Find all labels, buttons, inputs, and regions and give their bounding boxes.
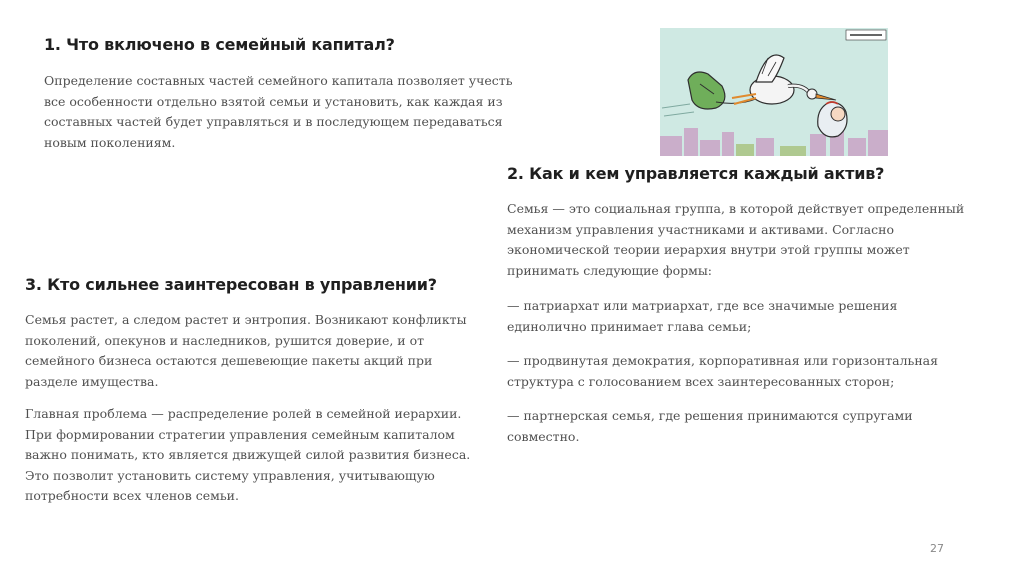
section3-paragraph: Семья растет, а следом растет и энтропия. Возникают конфликты поколений, опекунов и наследников, рушится доверие, и от семейного бизнеса остаются дешевеющие пакеты акций при разделе имущества. bbox=[25, 312, 467, 389]
section2-item: — продвинутая демократия, корпоративная или горизонтальная структура с голосованием всех заинтересованных сторон; bbox=[507, 353, 939, 389]
section2-item: — партнерская семья, где решения принимаются супругами совместно. bbox=[507, 408, 913, 444]
stork-cartoon-icon bbox=[660, 28, 888, 156]
section2-heading: 2. Как и кем управляется каждый актив? bbox=[507, 164, 885, 183]
section3-heading: 3. Кто сильнее заинтересован в управлении? bbox=[25, 275, 437, 294]
section3-paragraph: Главная проблема — распределение ролей в семейной иерархии. При формировании стратегии управления семейным капиталом важно понимать, кто является движущей силой развития бизнеса. Это позволит установить систему управления, учитывающую потребности всех членов семьи. bbox=[25, 406, 471, 503]
section2-item: — патриархат или матриархат, где все значимые решения единолично принимает глава семьи; bbox=[507, 298, 898, 334]
section1-heading: 1. Что включено в семейный капитал? bbox=[44, 35, 395, 54]
page-number: 27 bbox=[930, 542, 944, 555]
section1-text: Определение составных частей семейного капитала позволяет учесть все особенности отдельно взятой семьи и установить, как каждая из составных частей будет управляться и в последующем передаваться новым поколениям. bbox=[44, 73, 513, 150]
section2-intro: Семья — это социальная группа, в которой действует определенный механизм управления участниками и активами. Согласно экономической теории иерархия внутри этой группы может принимать следующие формы: bbox=[507, 201, 965, 278]
